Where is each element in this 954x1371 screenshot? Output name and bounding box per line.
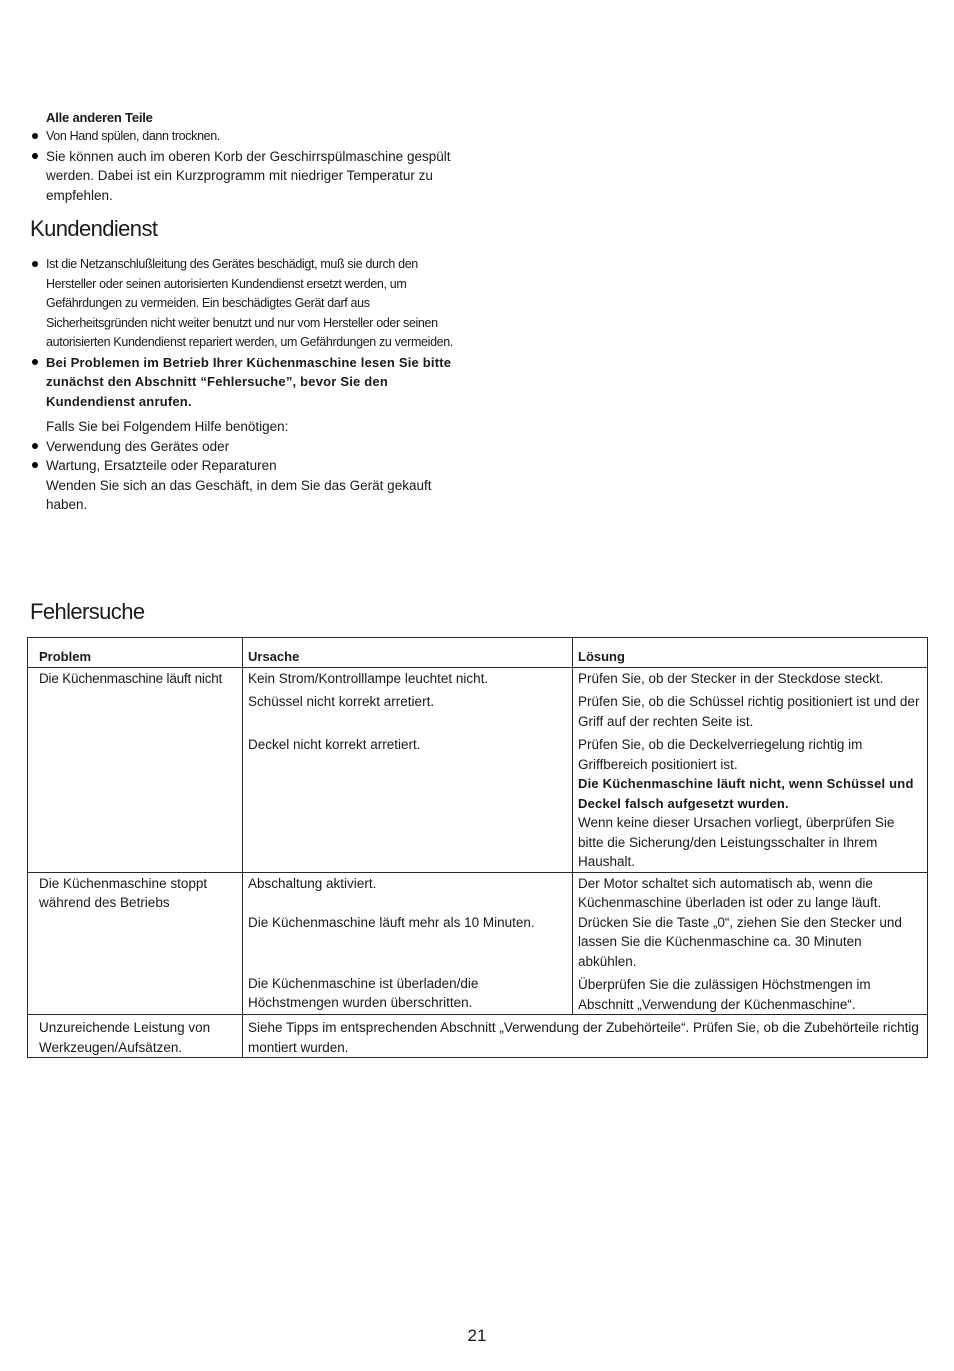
table-row	[28, 667, 928, 872]
solution-cell: Überprüfen Sie die zulässigen Höchstmengen im Abschnitt „Verwendung der Küchenmaschine“.	[578, 977, 871, 1012]
list-item: Wartung, Ersatzteile oder Reparaturen	[30, 456, 470, 476]
column-header-solution: Lösung	[573, 638, 928, 668]
table-header-row	[28, 638, 928, 668]
cause-cell: Abschaltung aktiviert.	[248, 875, 377, 891]
service-list	[30, 255, 470, 411]
cause-cell: Die Küchenmaschine ist überladen/die Höchstmengen wurden überschritten.	[248, 975, 479, 1010]
cause-cell: Deckel nicht korrekt arretiert.	[248, 737, 421, 752]
troubleshooting-table	[27, 637, 928, 1058]
troubleshooting-title: Fehlersuche	[30, 599, 145, 624]
table-row	[28, 872, 928, 1015]
cleaning-list	[30, 127, 460, 205]
solution-cell: Prüfen Sie, ob die Schüssel richtig positioniert ist und der Griff auf der rechten Seite ist.	[578, 694, 920, 729]
column-header-problem: Problem	[28, 638, 243, 668]
service-title: Kundendienst	[30, 216, 158, 241]
cleaning-section	[30, 109, 460, 205]
list-item: Sie können auch im oberen Korb der Geschirrspülmaschine gespült werden. Dabei ist ein Kurzprogramm mit niedriger Temperatur zu empfehlen.	[30, 147, 460, 206]
list-item: Ist die Netzanschlußleitung des Gerätes beschädigt, muß sie durch den Hersteller oder seinen autorisierten Kundendienst ersetzt werden, um Gefährdungen zu vermeiden. Ein beschädigtes Gerät darf aus Sicherheitsgründen nicht weiter benutzt und nur vom Hersteller oder seinen autorisierten Kundendienst repariert werden, um Gefährdungen zu vermeiden.	[30, 255, 470, 353]
column-header-cause: Ursache	[243, 638, 573, 668]
warning-text: Die Küchenmaschine läuft nicht, wenn Schüssel und Deckel falsch aufgesetzt wurden.	[578, 776, 914, 811]
cause-cell: Schüssel nicht korrekt arretiert.	[248, 694, 435, 709]
service-section	[30, 255, 470, 515]
advice-cell: Siehe Tipps im entsprechenden Abschnitt „Verwendung der Zubehörteile“. Prüfen Sie, ob die Zubehörteile richtig montiert wurden.	[248, 1020, 919, 1055]
problem-cell: Unzureichende Leistung von Werkzeugen/Aufsätzen.	[39, 1020, 211, 1055]
contact-text: Wenden Sie sich an das Geschäft, in dem Sie das Gerät gekauft haben.	[46, 477, 432, 512]
list-item: Bei Problemen im Betrieb Ihrer Küchenmaschine lesen Sie bitte zunächst den Abschnitt “Fehlersuche”, bevor Sie den Kundendienst anrufen.	[30, 353, 470, 412]
list-item: Von Hand spülen, dann trocknen.	[30, 127, 460, 147]
cause-cell: Kein Strom/Kontrolllampe leuchtet nicht.	[248, 670, 489, 686]
cause-cell: Die Küchenmaschine läuft mehr als 10 Minuten.	[248, 914, 535, 930]
solution-cell: Drücken Sie die Taste „0“, ziehen Sie den Stecker und lassen Sie die Küchenmaschine ca. 30 Minuten abkühlen.	[578, 914, 902, 969]
solution-cell: Der Motor schaltet sich automatisch ab, wenn die Küchenmaschine überladen ist oder zu lange läuft.	[578, 875, 882, 910]
list-item: Verwendung des Gerätes oder	[30, 437, 470, 457]
solution-cell: Prüfen Sie, ob der Stecker in der Steckdose steckt.	[578, 670, 884, 686]
help-list	[30, 437, 470, 476]
solution-cell: Wenn keine dieser Ursachen vorliegt, überprüfen Sie bitte die Sicherung/den Leistungsschalter in Ihrem Haushalt.	[578, 815, 895, 869]
problem-cell: Die Küchenmaschine läuft nicht	[39, 670, 223, 686]
solution-cell: Prüfen Sie, ob die Deckelverriegelung richtig im Griffbereich positioniert ist.	[578, 737, 863, 772]
help-intro: Falls Sie bei Folgendem Hilfe benötigen:	[46, 419, 289, 434]
cleaning-heading: Alle anderen Teile	[46, 110, 153, 125]
page-number: 21	[467, 1326, 487, 1345]
problem-cell: Die Küchenmaschine stoppt während des Betriebs	[39, 875, 208, 910]
table-row	[28, 1015, 928, 1058]
